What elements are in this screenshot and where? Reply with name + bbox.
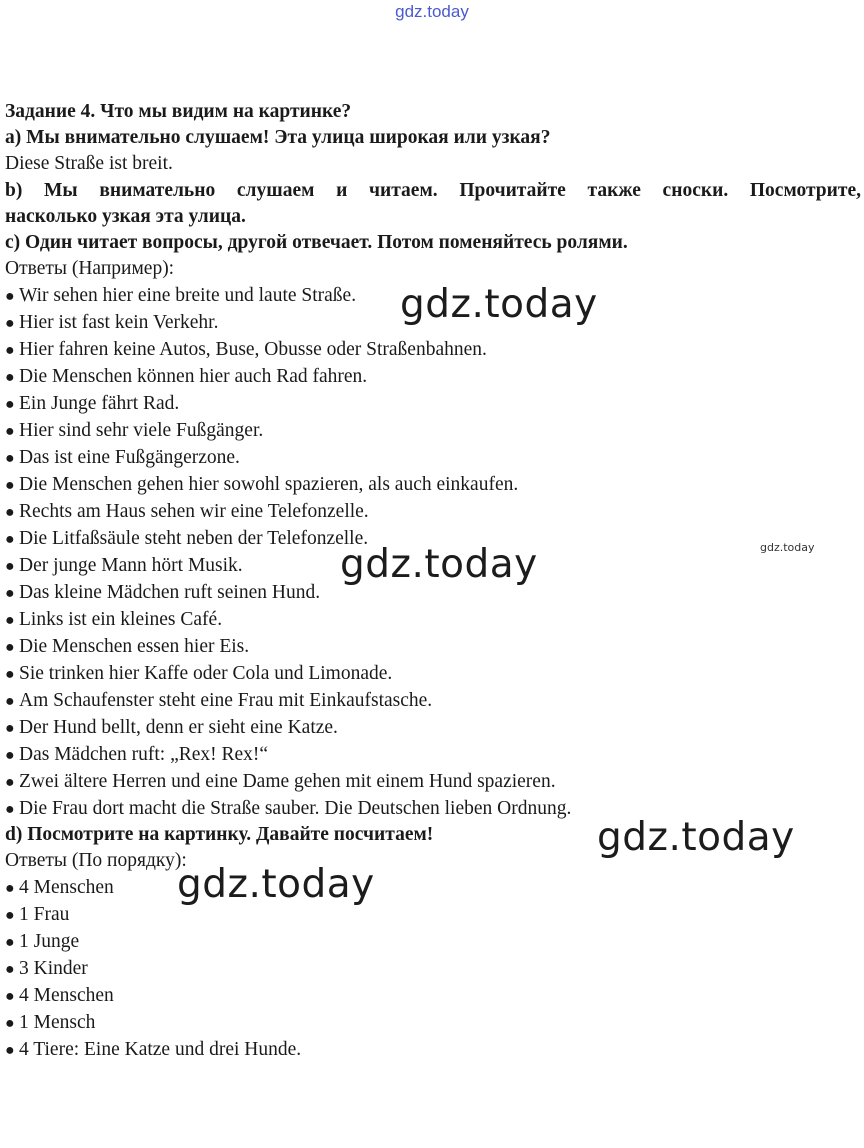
question-c: c) Один читает вопросы, другой отвечает. Потом поменяйтесь ролями. [5, 232, 628, 253]
task-title: Задание 4. Что мы видим на картинке? [5, 101, 352, 122]
question-b-line1: b) Мы внимательно слушаем и читаем. Прочитайте также сноски. Посмотрите, [5, 180, 861, 201]
bullet-icon: ● [5, 477, 15, 494]
bullet-icon: ● [5, 961, 15, 978]
list-item: ● Hier ist fast kein Verkehr. [5, 309, 861, 336]
bullet-icon: ● [5, 934, 15, 951]
list-item: ● Das ist eine Fußgängerzone. [5, 444, 861, 471]
answers-d-label: Ответы (По порядку): [5, 850, 187, 871]
watermark-small: gdz.today [760, 541, 815, 554]
list-item: ● Die Menschen können hier auch Rad fahren. [5, 363, 861, 390]
bullet-icon: ● [5, 880, 15, 897]
bullet-icon: ● [5, 450, 15, 467]
list-item: ● 4 Tiere: Eine Katze und drei Hunde. [5, 1036, 861, 1063]
list-item: ● Die Menschen gehen hier sowohl spazieren, als auch einkaufen. [5, 471, 861, 498]
bullet-icon: ● [5, 1015, 15, 1032]
list-item: ● 1 Junge [5, 928, 861, 955]
watermark-4: gdz.today [177, 862, 375, 907]
bullet-icon: ● [5, 504, 15, 521]
list-item: ● Die Menschen essen hier Eis. [5, 633, 861, 660]
list-item: ● Hier fahren keine Autos, Buse, Obusse oder Straßenbahnen. [5, 336, 861, 363]
list-item: ● Zwei ältere Herren und eine Dame gehen mit einem Hund spazieren. [5, 768, 861, 795]
bullet-icon: ● [5, 720, 15, 737]
bullet-icon: ● [5, 315, 15, 332]
list-item: ● 1 Frau [5, 901, 861, 928]
question-b-line2: насколько узкая эта улица. [5, 206, 246, 227]
watermark-1: gdz.today [400, 282, 598, 327]
list-item: ● 1 Mensch [5, 1009, 861, 1036]
list-item: ● Die Frau dort macht die Straße sauber. Die Deutschen lieben Ordnung. [5, 795, 861, 822]
list-item: ● Der Hund bellt, denn er sieht eine Katze. [5, 714, 861, 741]
bullet-icon: ● [5, 396, 15, 413]
bullet-icon: ● [5, 693, 15, 710]
bullet-icon: ● [5, 612, 15, 629]
top-watermark: gdz.today [395, 2, 469, 21]
watermark-2: gdz.today [340, 542, 538, 587]
list-item: ● 4 Menschen [5, 982, 861, 1009]
question-d: d) Посмотрите на картинку. Давайте посчитаем! [5, 824, 434, 845]
list-item: ● Rechts am Haus sehen wir eine Telefonzelle. [5, 498, 861, 525]
bullet-icon: ● [5, 1042, 15, 1059]
watermark-3: gdz.today [597, 815, 795, 860]
list-item: ● 4 Menschen [5, 874, 861, 901]
bullet-icon: ● [5, 585, 15, 602]
list-item: ● Hier sind sehr viele Fußgänger. [5, 417, 861, 444]
bullet-icon: ● [5, 774, 15, 791]
bullet-icon: ● [5, 988, 15, 1005]
list-item: ● Ein Junge fährt Rad. [5, 390, 861, 417]
list-item: ● Links ist ein kleines Café. [5, 606, 861, 633]
answers-d-list [5, 874, 861, 1063]
bullet-icon: ● [5, 666, 15, 683]
list-item: ● Die Litfaßsäule steht neben der Telefonzelle. [5, 525, 861, 552]
list-item: ● Der junge Mann hört Musik. [5, 552, 861, 579]
bullet-icon: ● [5, 423, 15, 440]
bullet-icon: ● [5, 369, 15, 386]
list-item: ● Wir sehen hier eine breite und laute Straße. [5, 282, 861, 309]
bullet-icon: ● [5, 907, 15, 924]
bullet-icon: ● [5, 801, 15, 818]
list-item: ● Das Mädchen ruft: „Rex! Rex!“ [5, 741, 861, 768]
list-item: ● Am Schaufenster steht eine Frau mit Einkaufstasche. [5, 687, 861, 714]
answers-c-label: Ответы (Например): [5, 258, 175, 279]
question-a: a) Мы внимательно слушаем! Эта улица широкая или узкая? [5, 127, 551, 148]
bullet-icon: ● [5, 342, 15, 359]
bullet-icon: ● [5, 558, 15, 575]
answer-a: Diese Straße ist breit. [5, 153, 173, 174]
bullet-icon: ● [5, 288, 15, 305]
bullet-icon: ● [5, 639, 15, 656]
list-item: ● Sie trinken hier Kaffe oder Cola und Limonade. [5, 660, 861, 687]
bullet-icon: ● [5, 531, 15, 548]
list-item: ● 3 Kinder [5, 955, 861, 982]
list-item: ● Das kleine Mädchen ruft seinen Hund. [5, 579, 861, 606]
bullet-icon: ● [5, 747, 15, 764]
